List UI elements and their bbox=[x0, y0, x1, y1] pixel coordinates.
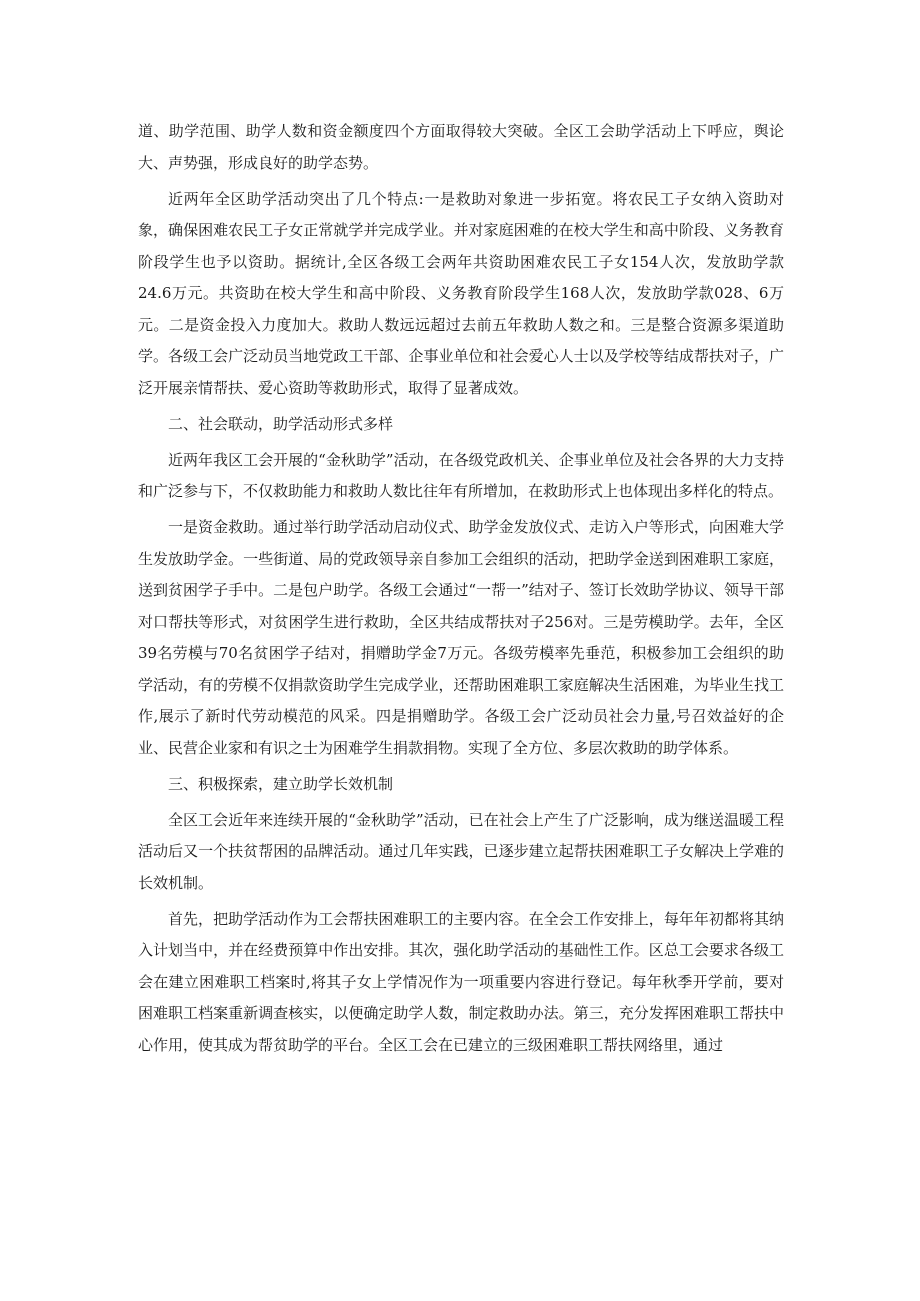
paragraph-intro-forms: 近两年我区工会开展的“金秋助学”活动，在各级党政机关、企事业单位及社会各界的大力支持和广泛参与下，不仅救助能力和救助人数比往年有所增加，在救助形式上也体现出多样化的特点。 bbox=[138, 450, 784, 500]
paragraph-forms-detail: 一是资金救助。通过举行助学活动启动仪式、助学金发放仪式、走访入户等形式，向困难大学生发放助学金。一些街道、局的党政领导亲自参加工会组织的活动，把助学金送到困难职工家庭，送到贫困学子手中。二是包户助学。各级工会通过“一帮一”结对子、签订长效助学协议、领导干部对口帮扶等形式，对贫困学生进行救助，全区共结成帮扶对子256对。三是劳模助学。去年，全区39名劳模与70名贫困学子结对，捐赠助学金7万元。各级劳模率先垂范，积极参加工会组织的助学活动，有的劳模不仅捐款资助学生完成学业，还帮助困难职工家庭解决生活困难，为毕业生找工作,展示了新时代劳动模范的风采。四是捐赠助学。各级工会广泛动员社会力量,号召效益好的企业、民营企业家和有识之士为困难学生捐款捐物。实现了全方位、多层次救助的助学体系。 bbox=[138, 518, 784, 757]
document-body bbox=[138, 116, 784, 1066]
paragraph-mechanism-intro: 全区工会近年来连续开展的“金秋助学”活动，已在社会上产生了广泛影响，成为继送温暖工程活动后又一个扶贫帮困的品牌活动。通过几年实践，已逐步建立起帮扶困难职工子女解决上学难的长效机制。 bbox=[138, 810, 784, 892]
section-heading-2: 二、社会联动，助学活动形式多样 bbox=[168, 414, 394, 433]
paragraph-mechanism-detail: 首先，把助学活动作为工会帮扶困难职工的主要内容。在全会工作安排上，每年年初都将其纳入计划当中，并在经费预算中作出安排。其次，强化助学活动的基础性工作。区总工会要求各级工会在建立困难职工档案时,将其子女上学情况作为一项重要内容进行登记。每年秋季开学前，要对困难职工档案重新调查核实，以便确定助学人数，制定救助办法。第三，充分发挥困难职工帮扶中心作用，使其成为帮贫助学的平台。全区工会在已建立的三级困难职工帮扶网络里，通过 bbox=[138, 909, 784, 1054]
paragraph-features: 近两年全区助学活动突出了几个特点:一是救助对象进一步拓宽。将农民工子女纳入资助对象，确保困难农民工子女正常就学并完成学业。并对家庭困难的在校大学生和高中阶段、义务教育阶段学生也予以资助。据统计,全区各级工会两年共资助困难农民工子女154人次，发放助学款24.6万元。共资助在校大学生和高中阶段、义务教育阶段学生168人次，发放助学款028、6万元。二是资金投入力度加大。救助人数远远超过去前五年救助人数之和。三是整合资源多渠道助学。各级工会广泛动员当地党政工干部、企事业单位和社会爱心人士以及学校等结成帮扶对子，广泛开展亲情帮扶、爱心资助等救助形式，取得了显著成效。 bbox=[138, 189, 784, 397]
section-heading-3: 三、积极探索，建立助学长效机制 bbox=[168, 774, 394, 793]
paragraph-continued: 道、助学范围、助学人数和资金额度四个方面取得较大突破。全区工会助学活动上下呼应，舆论大、声势强，形成良好的助学态势。 bbox=[138, 122, 784, 172]
